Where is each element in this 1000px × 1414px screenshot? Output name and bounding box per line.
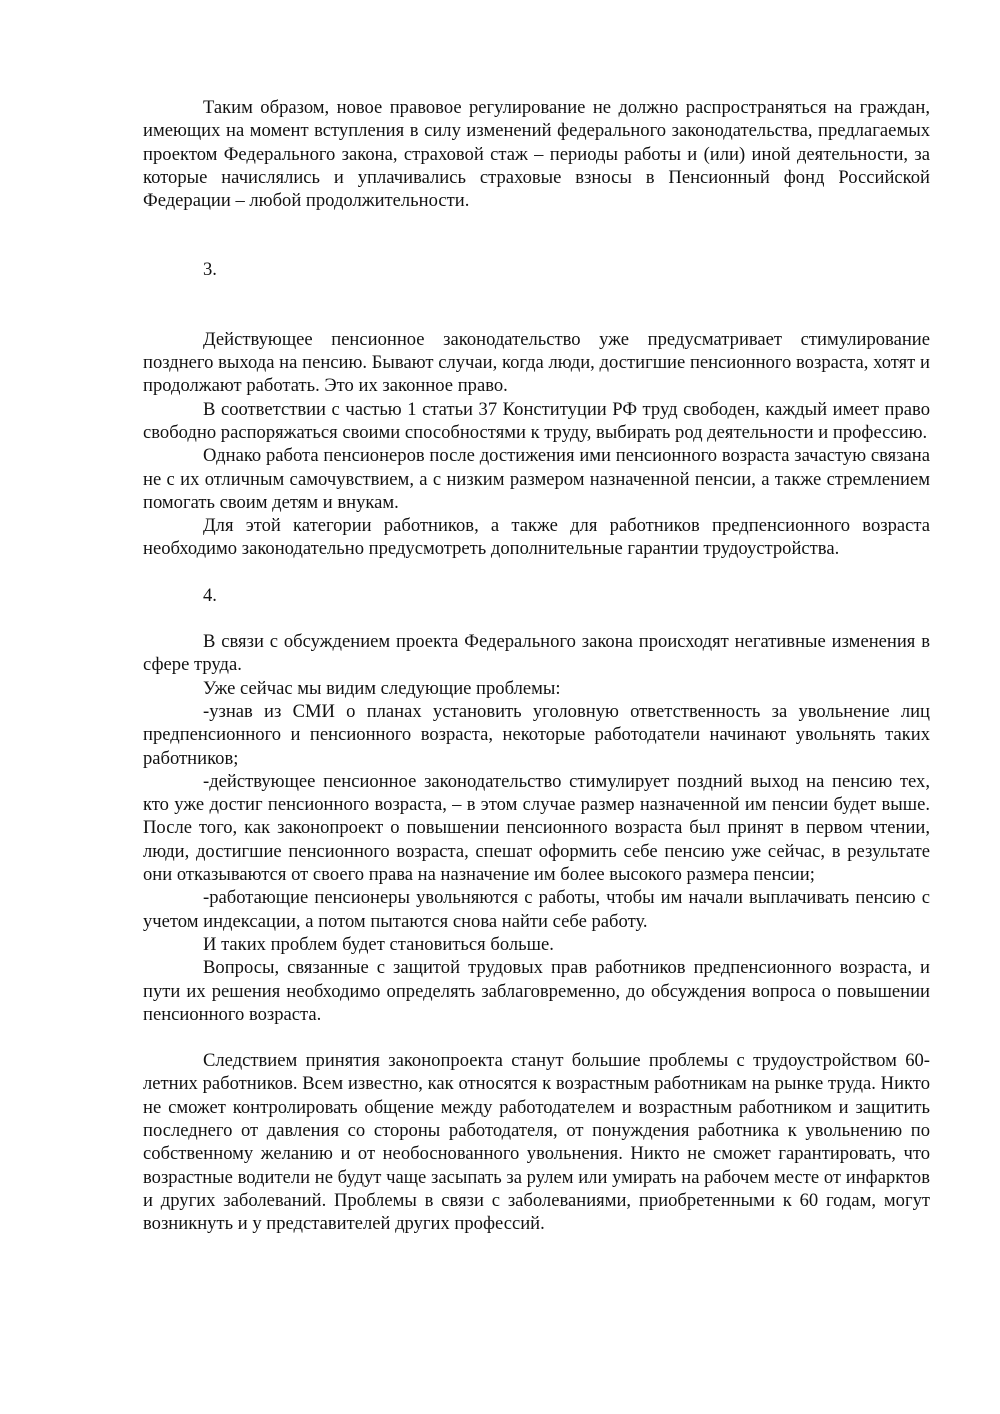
paragraph-negative-changes: В связи с обсуждением проекта Федерального закона происходят негативные изменения в сфере труда. bbox=[143, 631, 930, 676]
list-item-dismissals: -узнав из СМИ о планах установить уголовную ответственность за увольнение лиц предпенсионного и пенсионного возраста, некоторые работодатели начинают увольнять таких работников; bbox=[143, 700, 930, 769]
document-page bbox=[143, 96, 930, 1235]
section-number-3: 3. bbox=[203, 259, 217, 281]
paragraph-problems-intro: Уже сейчас мы видим следующие проблемы: bbox=[203, 677, 561, 699]
paragraph-consequences: Следствием принятия законопроекта станут большие проблемы с трудоустройством 60-летних работников. Всем известно, как относятся к возрастным работникам на рынке труда. Никто не сможет контролировать общение между работодателем и возрастным работником и защитить последнего от давления со стороны работодателя, от понуждения работника к увольнению по собственному желанию и от необоснованного увольнения. Никто не сможет гарантировать, что возрастные водители не будут чаще засыпать за рулем или умирать на рабочем месте от инфарктов и других заболеваний. Проблемы в связи с заболеваниями, приобретенными к 60 годам, могут возникнуть и у представителей других профессий. bbox=[143, 1050, 930, 1235]
list-item-indexation: -работающие пенсионеры увольняются с работы, чтобы им начали выплачивать пенсию с учетом индексации, а потом пытаются снова найти себе работу. bbox=[143, 887, 930, 932]
paragraph-pension-regulation: Таким образом, новое правовое регулирование не должно распространяться на граждан, имеющих на момент вступления в силу изменений федерального законодательства, предлагаемых проектом Федерального закона, страховой стаж – периоды работы и (или) иной деятельности, за которые начислялись и уплачивались страховые взносы в Пенсионный фонд Российской Федерации – любой продолжительности. bbox=[143, 97, 930, 212]
spacer bbox=[143, 282, 930, 328]
list-item-early-pension: -действующее пенсионное законодательство стимулирует поздний выход на пенсию тех, кто уже достиг пенсионного возраста, – в этом случае размер назначенной им пенсии будет выше. После того, как законопроект о повышении пенсионного возраста был принят в первом чтении, люди, достигшие пенсионного возраста, спешат оформить себе пенсию уже сейчас, в результате они отказываются от своего права на назначение им более высокого размера пенсии; bbox=[143, 770, 930, 886]
paragraph-constitution: В соответствии с частью 1 статьи 37 Конституции РФ труд свободен, каждый имеет право свободно распоряжаться своими способностями к труду, выбирать род деятельности и профессию. bbox=[143, 398, 930, 443]
paragraph-guarantees: Для этой категории работников, а также для работников предпенсионного возраста необходимо законодательно предусмотреть дополнительные гарантии трудоустройства. bbox=[143, 515, 930, 560]
spacer bbox=[143, 1026, 930, 1049]
paragraph-pensioner-work: Однако работа пенсионеров после достижения ими пенсионного возраста зачастую связана не с их отличным самочувствием, а с низким размером назначенной пенсии, а также стремлением помогать своим детям и внукам. bbox=[143, 445, 930, 513]
spacer bbox=[143, 607, 930, 630]
section-number-4: 4. bbox=[203, 584, 217, 606]
spacer bbox=[143, 212, 930, 258]
paragraph-more-problems: И таких проблем будет становиться больше. bbox=[203, 933, 554, 955]
paragraph-questions: Вопросы, связанные с защитой трудовых прав работников предпенсионного возраста, и пути их решения необходимо определять заблаговременно, до обсуждения вопроса о повышении пенсионного возраста. bbox=[143, 957, 930, 1025]
paragraph-late-retirement: Действующее пенсионное законодательство уже предусматривает стимулирование позднего выхода на пенсию. Бывают случаи, когда люди, достигшие пенсионного возраста, хотят и продолжают работать. Это их законное право. bbox=[143, 328, 930, 397]
spacer bbox=[143, 561, 930, 584]
